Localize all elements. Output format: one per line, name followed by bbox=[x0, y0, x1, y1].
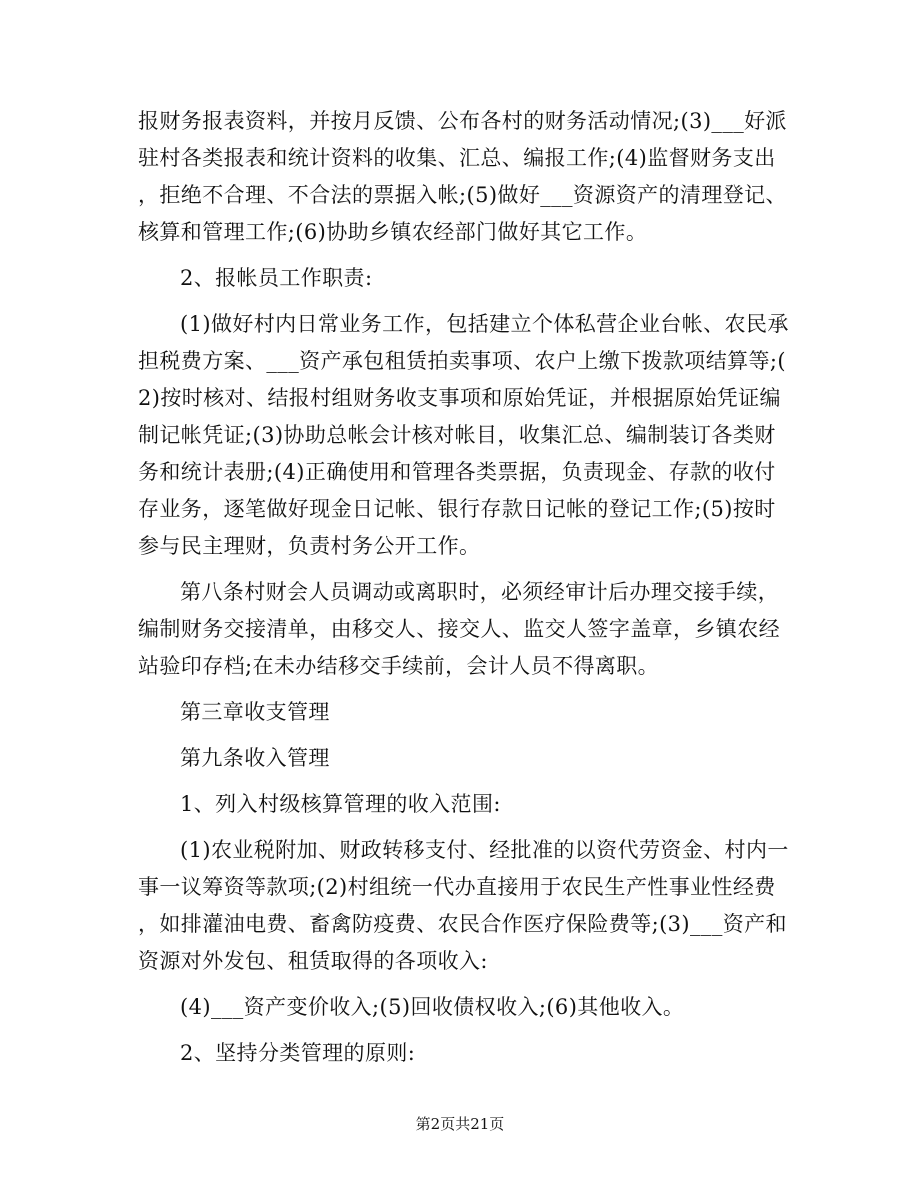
paragraph-4 bbox=[138, 574, 788, 685]
text-line: 务和统计表册;(4)正确使用和管理各类票据，负责现金、存款的收付 bbox=[138, 460, 776, 484]
text-line: 编制财务交接清单，由移交人、接交人、监交人签字盖章，乡镇农经 bbox=[138, 617, 780, 641]
text-line: 参与民主理财，负责村务公开工作。 bbox=[138, 534, 481, 558]
text-line: 站验印存档;在未办结移交手续前，会计人员不得离职。 bbox=[138, 654, 660, 678]
text-line: 2、坚持分类管理的原则: bbox=[180, 1041, 416, 1065]
paragraph-10 bbox=[138, 1035, 788, 1072]
document-body bbox=[138, 103, 788, 1081]
text-line: 核算和管理工作;(6)协助乡镇农经部门做好其它工作。 bbox=[138, 220, 648, 244]
text-line: 驻村各类报表和统计资料的收集、汇总、编报工作;(4)监督财务支出 bbox=[138, 146, 776, 170]
text-line: 2、报帐员工作职责: bbox=[180, 266, 373, 290]
article-heading bbox=[138, 740, 788, 777]
paragraph-1 bbox=[138, 103, 788, 251]
text-line: 事一议筹资等款项;(2)村组统一代办直接用于农民生产性事业性经费 bbox=[138, 875, 776, 899]
text-line: 2)按时核对、结报村组财务收支事项和原始凭证，并根据原始凭证编 bbox=[138, 386, 781, 410]
text-line: 1、列入村级核算管理的收入范围: bbox=[180, 792, 501, 816]
paragraph-7 bbox=[138, 786, 788, 823]
text-line: (1)做好村内日常业务工作，包括建立个体私营企业台帐、农民承 bbox=[180, 312, 789, 336]
text-line: 担税费方案、___资产承包租赁拍卖事项、农户上缴下拨款项结算等;( bbox=[138, 349, 786, 373]
text-line: 第八条村财会人员调动或离职时，必须经审计后办理交接手续， bbox=[180, 580, 780, 604]
paragraph-2 bbox=[138, 260, 788, 297]
paragraph-3 bbox=[138, 306, 788, 565]
text-line: (4)___资产变价收入;(5)回收债权收入;(6)其他收入。 bbox=[180, 995, 685, 1019]
paragraph-9 bbox=[138, 989, 788, 1026]
text-line: 报财务报表资料，并按月反馈、公布各村的财务活动情况;(3)___好派 bbox=[138, 109, 787, 133]
text-line: (1)农业税附加、财政转移支付、经批准的以资代劳资金、村内一 bbox=[180, 838, 789, 862]
text-line: 存业务，逐笔做好现金日记帐、银行存款日记帐的登记工作;(5)按时 bbox=[138, 497, 776, 521]
text-line: 第九条收入管理 bbox=[180, 746, 330, 770]
paragraph-8 bbox=[138, 832, 788, 980]
text-line: 第三章收支管理 bbox=[180, 700, 330, 724]
text-line: 资源对外发包、租赁取得的各项收入: bbox=[138, 949, 488, 973]
chapter-heading bbox=[138, 694, 788, 731]
text-line: ，如排灌油电费、畜禽防疫费、农民合作医疗保险费等;(3)___资产和 bbox=[138, 912, 787, 936]
page-number: 第2页共21页 bbox=[415, 1115, 505, 1133]
text-line: ，拒绝不合理、不合法的票据入帐;(5)做好___资源资产的清理登记、 bbox=[138, 183, 787, 207]
text-line: 制记帐凭证;(3)协助总帐会计核对帐目，收集汇总、编制装订各类财 bbox=[138, 423, 776, 447]
